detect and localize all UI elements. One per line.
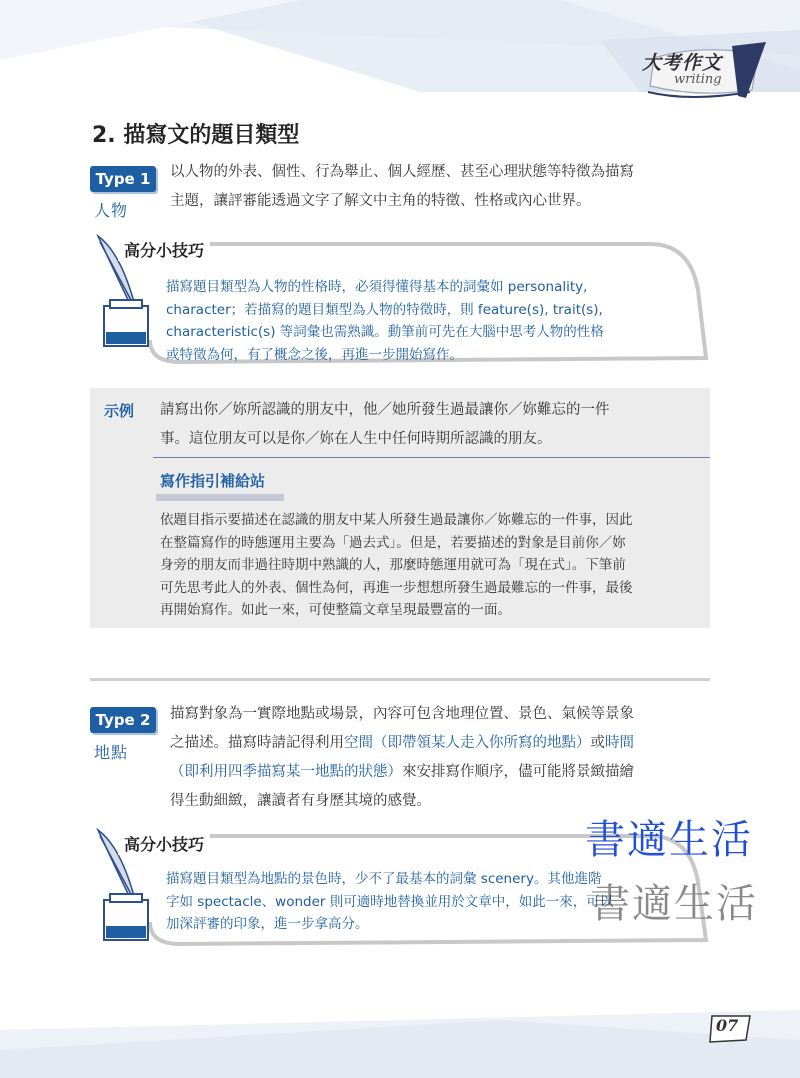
type2-label: 地點 bbox=[94, 743, 129, 762]
type2-badge: Type 2 bbox=[90, 707, 156, 733]
guide-text bbox=[160, 509, 700, 622]
type2-line bbox=[170, 758, 715, 787]
tip1-line: characteristic(s) 等詞彙也需熟識。動筆前可先在大腦中思考人物的性格 bbox=[166, 324, 604, 340]
guide-line: 依題目指示要描述在認識的朋友中某人所發生過最讓你／妳難忘的一件事，因此 bbox=[160, 512, 633, 528]
guide-heading: 寫作指引補給站 bbox=[160, 472, 266, 490]
type1-description bbox=[170, 158, 715, 216]
tip2-heading: 高分小技巧 bbox=[118, 832, 210, 855]
type2-highlight: 時間 bbox=[605, 735, 634, 751]
footer-decoration bbox=[0, 1000, 800, 1078]
logo-subtitle: writing bbox=[674, 72, 722, 87]
example-line: 請寫出你／妳所認識的朋友中，他／她所發生過最讓你／妳難忘的一件 bbox=[160, 402, 610, 418]
guide-heading-highlight bbox=[156, 494, 284, 501]
type2-highlight: （即利用四季描寫某一地點的狀態） bbox=[170, 764, 402, 780]
tip1-line: character；若描寫的題目類型為人物的特徵時，則 feature(s), trait(s), bbox=[166, 301, 603, 318]
type1-line: 主題，讓評審能透過文字了解文中主角的特徵、性格或內心世界。 bbox=[170, 193, 591, 209]
logo-title: 大考作文 bbox=[642, 52, 723, 74]
type2-line: 得生動細緻，讓讀者有身歷其境的感覺。 bbox=[170, 793, 431, 809]
watermark: 書適生活 bbox=[585, 817, 753, 863]
type2-line: 描寫對象為一實際地點或場景，內容可包含地理位置、景色、氣候等景象 bbox=[170, 706, 634, 722]
type2-text: 之描述。描寫時請記得利用 bbox=[170, 735, 344, 751]
guide-line: 身旁的朋友而非過往時期中熟識的人，那麼時態運用就可為「現在式」。下筆前 bbox=[160, 557, 626, 573]
type1-label: 人物 bbox=[94, 201, 129, 220]
tip1-text bbox=[166, 276, 686, 366]
section-title: 2. 描寫文的題目類型 bbox=[92, 123, 300, 148]
type2-highlight: 空間（即帶領某人走入你所寫的地點） bbox=[344, 735, 591, 751]
type2-text: 來安排寫作順序，儘可能將景緻描繪 bbox=[402, 764, 634, 780]
example-prompt bbox=[160, 396, 700, 454]
guide-line: 再開始寫作。如此一來，可使整篇文章呈現最豐富的一面。 bbox=[160, 602, 511, 618]
example-line: 事。這位朋友可以是你／妳在人生中任何時期所認識的朋友。 bbox=[160, 431, 552, 447]
page-number: 07 bbox=[716, 1016, 739, 1035]
tip1-heading: 高分小技巧 bbox=[118, 238, 210, 261]
guide-divider bbox=[153, 457, 710, 458]
type2-line bbox=[170, 729, 715, 758]
tip1-line: 描寫題目類型為人物的性格時，必須得懂得基本的詞彙如 personality, bbox=[166, 279, 588, 295]
section-divider bbox=[90, 678, 710, 681]
type2-description bbox=[170, 700, 715, 816]
example-label: 示例 bbox=[104, 402, 135, 420]
watermark-shadow: 書適生活 bbox=[590, 881, 758, 927]
tip2-line: 加深評審的印象，進一步拿高分。 bbox=[166, 916, 369, 932]
tip2-line: 描寫題目類型為地點的景色時，少不了最基本的詞彙 scenery。其他進階 bbox=[166, 871, 602, 887]
guide-line: 可先思考此人的外表、個性為何，再進一步想想所發生過最難忘的一件事，最後 bbox=[160, 579, 633, 596]
tip2-line: 字如 spectacle、wonder 則可適時地替換並用於文章中，如此一來，可以 bbox=[166, 893, 614, 910]
guide-line: 在整篇寫作的時態運用主要為「過去式」。但是，若要描述的對象是目前你／妳 bbox=[160, 534, 626, 551]
type1-line: 以人物的外表、個性、行為舉止、個人經歷、甚至心理狀態等特徵為描寫 bbox=[170, 164, 634, 180]
tip1-line: 或特徵為何，有了概念之後，再進一步開始寫作。 bbox=[166, 346, 463, 363]
type2-text: 或 bbox=[590, 735, 605, 751]
type1-badge: Type 1 bbox=[90, 166, 156, 192]
